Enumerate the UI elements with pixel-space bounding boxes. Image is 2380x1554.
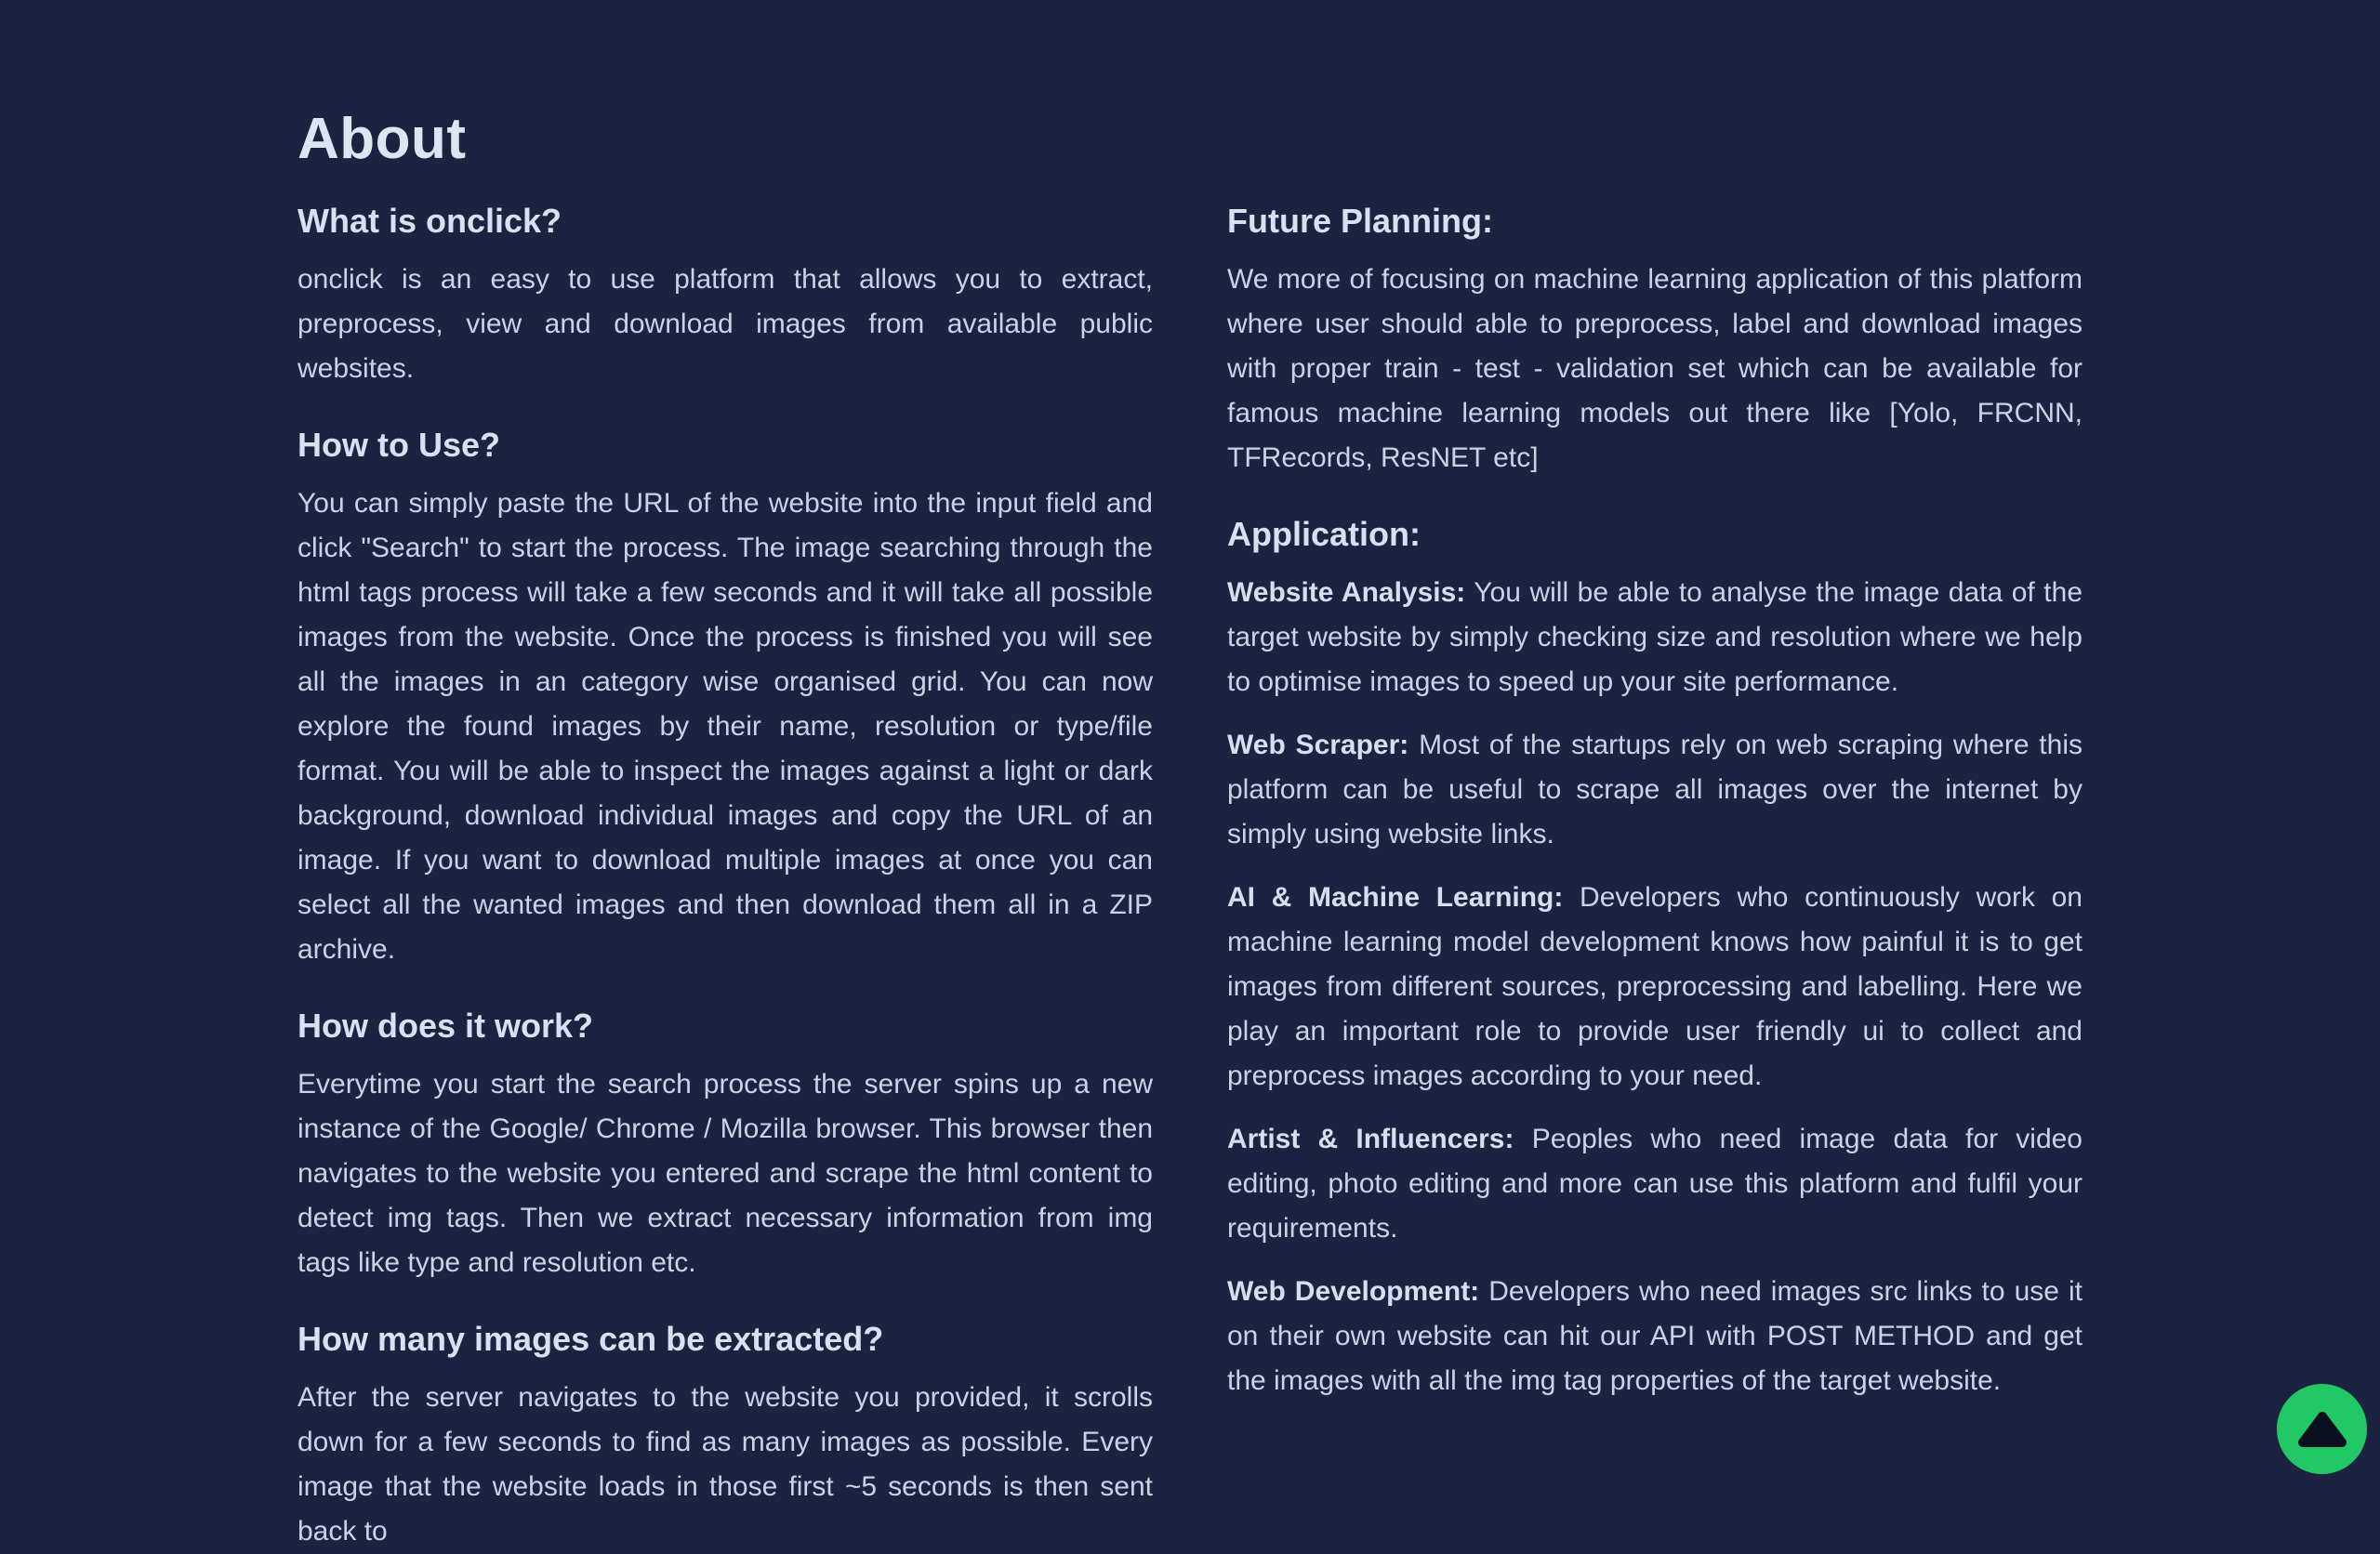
application-item-website-analysis xyxy=(1227,571,2082,705)
application-item-body: Most of the startups rely on web scraping where this platform can be useful to scrape all images over the internet by simply using website links. xyxy=(1227,730,2082,849)
section-heading: How does it work? xyxy=(298,1007,594,1045)
section-heading: Application: xyxy=(1227,515,1421,553)
up-arrow-icon xyxy=(2298,1412,2347,1447)
application-item-body: You will be able to analyse the image data of the target website by simply checking size and resolution where we help to optimise images to speed up your site performance. xyxy=(1227,577,2082,697)
section-body: You can simply paste the URL of the website into the input field and click "Search" to start the process. The image searching through the html tags process will take a few seconds and it will take all possible images from the website. Once the process is finished you will see all the images in an category wise organised grid. You can now explore the found images by their name, resolution or type/file format. You will be able to inspect the images against a light or dark background, download individual images and copy the URL of an image. If you want to download multiple images at once you can select all the wanted images and then download them all in a ZIP archive. xyxy=(298,488,1153,965)
section-heading: How to Use? xyxy=(298,426,501,464)
section-heading: Future Planning: xyxy=(1227,202,1493,240)
application-item-label: Artist & Influencers: xyxy=(1227,1124,1514,1154)
section-heading: What is onclick? xyxy=(298,202,562,240)
section-how-many-images xyxy=(298,1320,1153,1554)
application-item-artist-influencers xyxy=(1227,1117,2082,1251)
section-application xyxy=(1227,515,2082,1403)
content-columns xyxy=(298,167,2082,1554)
section-how-to-use xyxy=(298,428,1153,972)
section-body: Everytime you start the search process the server spins up a new instance of the Google/ Chrome / Mozilla browser. This browser then navigates to the website you entered and scrape the html content to detect img tags. Then we extract necessary information from img tags like type and resolution etc. xyxy=(298,1069,1153,1278)
application-item-label: Website Analysis: xyxy=(1227,577,1466,608)
application-item-label: Web Development: xyxy=(1227,1276,1480,1307)
section-body: onclick is an easy to use platform that allows you to extract, preprocess, view and download images from available public websites. xyxy=(298,264,1153,384)
scroll-to-top-button[interactable] xyxy=(2277,1384,2367,1474)
section-body: We more of focusing on machine learning application of this platform where user should able to preprocess, label and download images with proper train - test - validation set which can be available for famous machine learning models out there like [Yolo, FRCNN, TFRecords, ResNET etc] xyxy=(1227,264,2082,473)
section-body: After the server navigates to the website you provided, it scrolls down for a few seconds to find as many images as possible. Every image that the website loads in those first ~5 seconds is then sent back to xyxy=(298,1382,1153,1547)
application-item-body: Peoples who need image data for video editing, photo editing and more can use this platform and fulfil your requirements. xyxy=(1227,1124,2082,1244)
application-item-label: Web Scraper: xyxy=(1227,730,1409,760)
application-item-body: Developers who continuously work on machine learning model development knows how painful it is to get images from different sources, preprocessing and labelling. Here we play an important role to provide user friendly ui to collect and preprocess images according to your need. xyxy=(1227,882,2082,1091)
application-item-label: AI & Machine Learning: xyxy=(1227,882,1564,913)
application-item-body: Developers who need images src links to use it on their own website can hit our API with POST METHOD and get the images with all the img tag properties of the target website. xyxy=(1227,1276,2082,1396)
right-column xyxy=(1227,167,2082,1403)
page-title: About xyxy=(298,107,467,171)
section-how-does-it-work xyxy=(298,1009,1153,1285)
left-column xyxy=(298,167,1153,1554)
application-item-web-development xyxy=(1227,1270,2082,1403)
about-page xyxy=(298,107,2082,1554)
application-item-web-scraper xyxy=(1227,723,2082,857)
section-future-planning xyxy=(1227,204,2082,481)
application-item-ai-machine-learning xyxy=(1227,876,2082,1099)
section-heading: How many images can be extracted? xyxy=(298,1320,884,1358)
section-what-is-onclick xyxy=(298,204,1153,391)
